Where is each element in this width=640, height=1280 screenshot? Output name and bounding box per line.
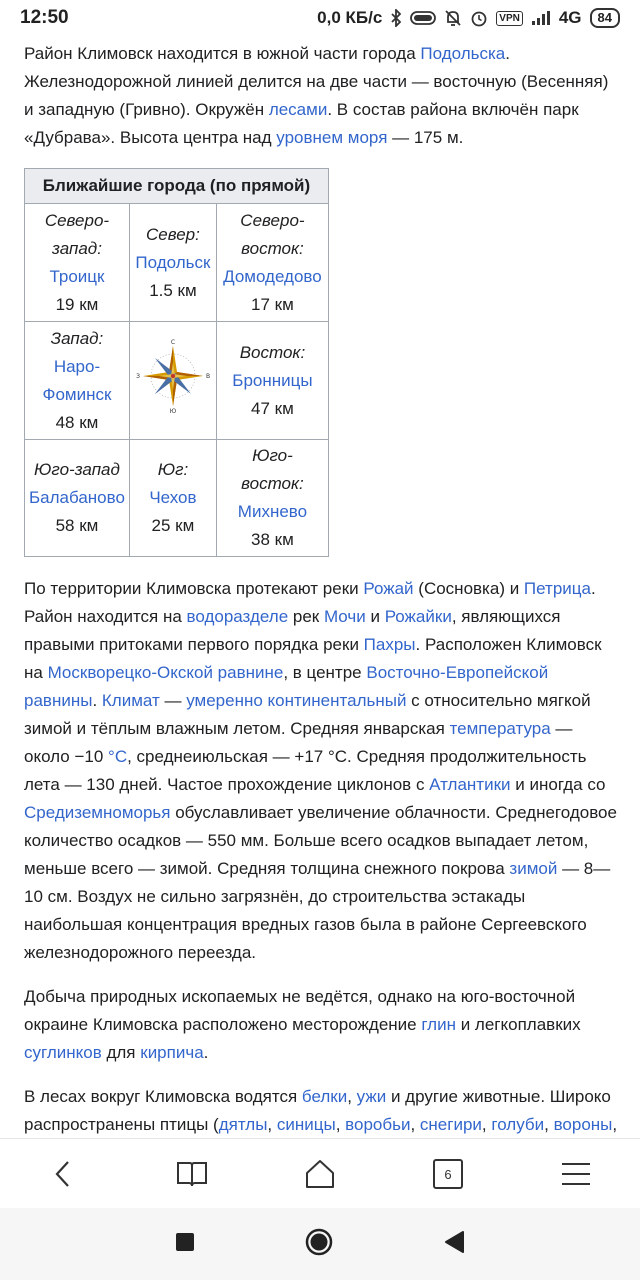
distance: 25 км xyxy=(151,516,195,535)
text-run: с относительно мягкой зимой и тёплым влажным летом. Средняя январская xyxy=(24,691,591,738)
direction-label: Северо-восток: xyxy=(240,210,305,258)
city-link-balabanovo[interactable]: Балабаново xyxy=(29,488,125,507)
article-link[interactable]: умеренно континентальный xyxy=(186,691,407,710)
compass-s: Ю xyxy=(169,408,177,415)
text-run: Добыча природных ископаемых не ведётся, однако на юго-восточной окраине Климовска расположено месторождение xyxy=(24,987,576,1034)
article-link[interactable]: суглинков xyxy=(24,1043,102,1062)
article-link[interactable]: Пахры xyxy=(363,635,416,654)
text-run: , xyxy=(481,1115,492,1134)
article-link[interactable]: температура xyxy=(449,719,551,738)
nearby-cities-table xyxy=(24,168,329,557)
bluetooth-icon xyxy=(390,9,402,27)
mute-bell-icon xyxy=(444,9,462,27)
compass-w: З xyxy=(136,373,140,380)
hamburger-icon xyxy=(561,1161,591,1187)
direction-label: Юго-запад xyxy=(34,460,120,479)
article-link[interactable]: ужи xyxy=(356,1087,387,1106)
cell-southeast xyxy=(216,440,328,557)
cell-south xyxy=(129,440,216,557)
system-back-button[interactable] xyxy=(443,1230,465,1259)
text-run: , среднеиюльская — +17 °C. Средняя продолжительность лета — 130 дней. Частое прохождение циклонов с xyxy=(24,747,587,794)
article-link[interactable]: глин xyxy=(421,1015,456,1034)
article-content xyxy=(24,40,620,1183)
system-home-button[interactable] xyxy=(304,1227,334,1262)
compass-e: В xyxy=(205,373,210,380)
city-link-chekhov[interactable]: Чехов xyxy=(149,488,197,507)
text-run: рек xyxy=(288,607,324,626)
article-link[interactable]: Рожайки xyxy=(384,607,452,626)
text-run: и xyxy=(365,607,385,626)
city-link-troitsk[interactable]: Троицк xyxy=(49,266,105,286)
article-link[interactable]: кирпича xyxy=(140,1043,204,1062)
text-run: — xyxy=(159,691,187,710)
article-link[interactable]: Мочи xyxy=(323,607,366,626)
distance: 47 км xyxy=(251,398,294,418)
direction-label: Северо-запад: xyxy=(44,210,110,258)
distance: 1.5 км xyxy=(149,280,197,300)
article-link[interactable]: уровнем моря xyxy=(276,128,388,147)
city-link-podolsk[interactable]: Подольск xyxy=(135,252,211,272)
network-speed: 0,0 КБ/с xyxy=(317,8,383,27)
cell-compass xyxy=(129,322,216,440)
direction-label: Запад: xyxy=(50,328,104,348)
text-run: — 175 м. xyxy=(387,128,464,147)
article-link[interactable]: °C xyxy=(108,747,128,766)
article-link[interactable]: Климат xyxy=(101,691,160,710)
text-run: В лесах вокруг Климовска водятся xyxy=(24,1087,302,1106)
article-link[interactable]: Рожай xyxy=(363,579,414,598)
menu-button[interactable] xyxy=(544,1142,608,1206)
compass-rose-icon[interactable] xyxy=(134,337,212,415)
book-icon xyxy=(176,1160,208,1188)
text-run: и другие животные. Широко распространены птицы ( xyxy=(24,1087,611,1134)
paragraph-geography xyxy=(24,575,620,967)
direction-label: Юг: xyxy=(157,460,189,479)
cell-west xyxy=(25,322,130,440)
article-link[interactable]: Москворецко-Окской равнине xyxy=(47,663,284,682)
text-run: . xyxy=(92,691,102,710)
vpn-badge: VPN xyxy=(496,11,523,26)
text-run: . Железнодорожной линией делится на две части — восточную (Весенняя) и западную (Гривно). Окружён xyxy=(24,44,609,119)
city-link-domodedovo[interactable]: Домодедово xyxy=(223,266,322,286)
article-link[interactable]: синицы xyxy=(276,1115,336,1134)
text-run: , xyxy=(612,1115,618,1134)
cell-north xyxy=(129,204,216,322)
city-link-bronnitsy[interactable]: Бронницы xyxy=(232,370,313,390)
text-run: Район Климовск находится в южной части города xyxy=(24,44,421,63)
cell-northeast xyxy=(216,204,328,322)
distance: 17 км xyxy=(251,294,294,314)
status-bar xyxy=(0,0,640,36)
article-link[interactable]: Атлантики xyxy=(429,775,511,794)
cell-east xyxy=(216,322,328,440)
text-run: , xyxy=(347,1087,357,1106)
toggle-icon xyxy=(410,10,436,26)
text-run: , являющихся правыми притоками первого порядка реки xyxy=(24,607,561,654)
article-link[interactable]: голуби xyxy=(491,1115,545,1134)
text-run: и иногда со xyxy=(510,775,606,794)
tabs-count: 6 xyxy=(444,1166,452,1182)
triangle-back-icon xyxy=(443,1230,465,1254)
article-link[interactable]: воробьи xyxy=(345,1115,411,1134)
city-link-naro-fominsk[interactable]: Наро-Фоминск xyxy=(42,356,112,404)
distance: 38 км xyxy=(251,530,294,549)
compass-n: С xyxy=(170,339,176,346)
battery-level: 84 xyxy=(590,8,620,28)
home-icon xyxy=(304,1158,336,1190)
article-link[interactable]: дятлы xyxy=(218,1115,268,1134)
article-link[interactable]: зимой xyxy=(509,859,558,878)
article-link[interactable]: Петрица xyxy=(523,579,591,598)
distance: 48 км xyxy=(55,412,99,432)
article-link[interactable]: Восточно-Европейской равнины xyxy=(24,663,549,710)
text-run: , xyxy=(410,1115,420,1134)
text-run: — 8—10 см. Воздух не сильно загрязнён, до строительства эстакады наибольшая концентрация вредных газов была в районе Сергеевского железнодорожного переезда. xyxy=(24,859,611,962)
home-button[interactable] xyxy=(288,1142,352,1206)
network-type: 4G xyxy=(558,8,582,27)
alarm-icon xyxy=(470,9,488,27)
text-run: , в центре xyxy=(283,663,367,682)
cell-southwest xyxy=(25,440,130,557)
cell-northwest xyxy=(25,204,130,322)
text-run: и легкоплавких xyxy=(455,1015,581,1034)
direction-label: Север: xyxy=(146,224,200,244)
article-link[interactable]: снегири xyxy=(419,1115,482,1134)
distance: 19 км xyxy=(55,294,99,314)
tabs-count-icon xyxy=(433,1159,463,1189)
square-icon xyxy=(175,1232,195,1252)
system-nav-bar xyxy=(0,1208,640,1280)
text-run: По территории Климовска протекают реки xyxy=(24,579,364,598)
text-run: . Район находится на xyxy=(24,579,596,626)
text-run: , xyxy=(544,1115,554,1134)
reader-mode-button[interactable] xyxy=(160,1142,224,1206)
distance: 58 км xyxy=(55,516,99,535)
status-icons xyxy=(317,8,620,28)
circle-icon xyxy=(304,1227,334,1257)
article-link[interactable]: вороны xyxy=(553,1115,613,1134)
direction-label: Восток: xyxy=(239,342,306,362)
chevron-left-icon xyxy=(49,1159,79,1189)
back-button[interactable] xyxy=(32,1142,96,1206)
text-run: . В состав района включён парк «Дубрава». Высота центра над xyxy=(24,100,579,147)
article-link[interactable]: лесами xyxy=(268,100,328,119)
clock: 12:50 xyxy=(20,7,69,28)
text-run: (Сосновка) и xyxy=(413,579,524,598)
text-run: — около −10 xyxy=(24,719,573,766)
text-run: обуславливает увеличение облачности. Среднегодовое количество осадков — 550 мм. Больше всего осадков выпадает летом, меньше всего — зимой. Средняя толщина снежного покрова xyxy=(24,803,617,878)
article-link[interactable]: Подольска xyxy=(420,44,506,63)
text-run: для xyxy=(101,1043,141,1062)
article-link[interactable]: белки xyxy=(301,1087,348,1106)
paragraph-minerals xyxy=(24,983,620,1067)
text-run: , xyxy=(267,1115,277,1134)
article-link[interactable]: водоразделе xyxy=(186,607,289,626)
text-run: . Расположен Климовск на xyxy=(24,635,602,682)
browser-toolbar xyxy=(0,1138,640,1209)
tabs-button[interactable] xyxy=(416,1142,480,1206)
text-run: , xyxy=(335,1115,346,1134)
text-run: . xyxy=(203,1043,209,1062)
table-header: Ближайшие города (по прямой) xyxy=(25,169,329,204)
city-link-mikhnevo[interactable]: Михнево xyxy=(237,502,308,521)
signal-icon xyxy=(531,10,551,26)
recents-button[interactable] xyxy=(175,1232,195,1257)
article-link[interactable]: Средиземноморья xyxy=(24,803,171,822)
paragraph-location xyxy=(24,40,620,152)
direction-label: Юго-восток: xyxy=(241,446,304,493)
